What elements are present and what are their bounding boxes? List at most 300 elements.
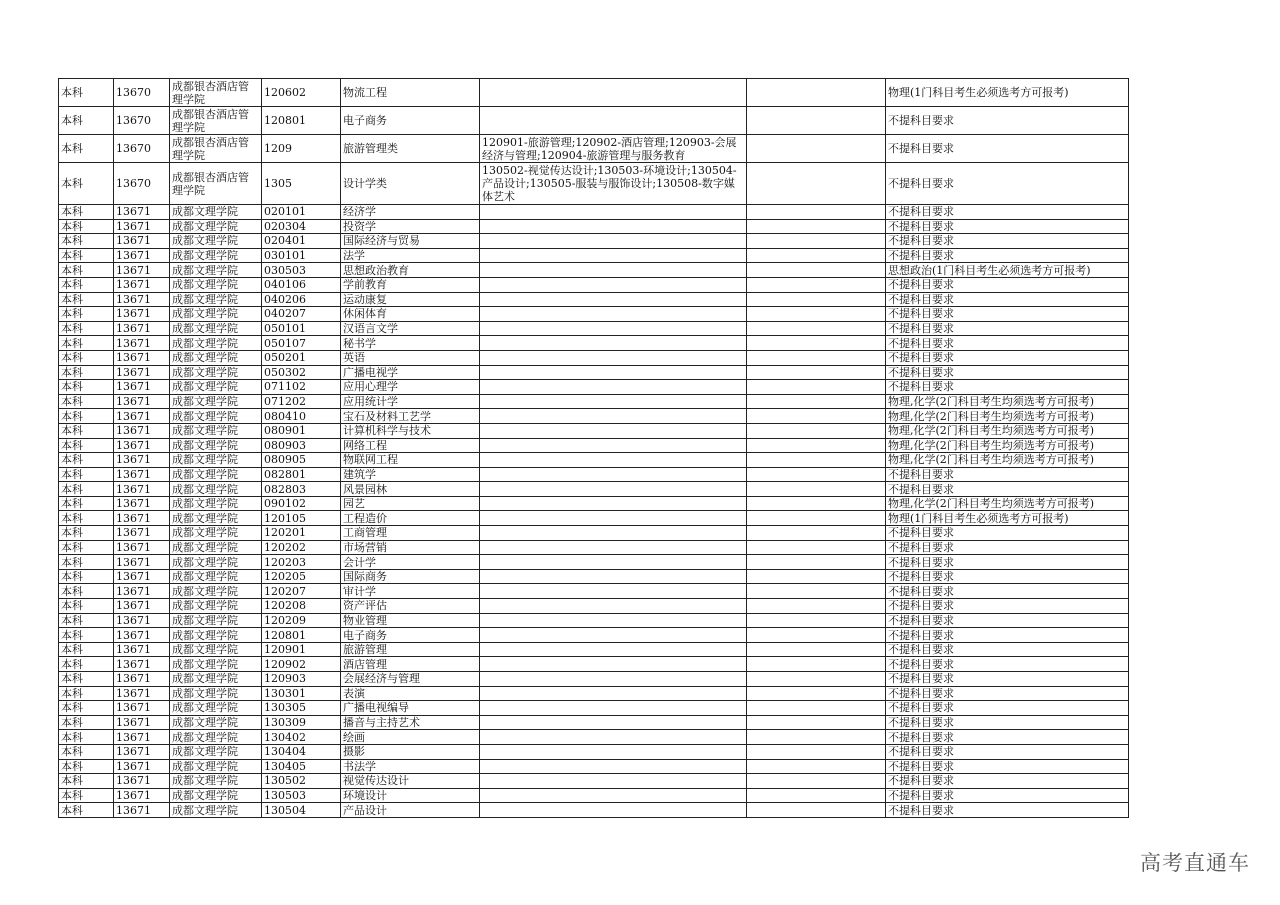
- school-code-cell: 13671: [114, 730, 170, 745]
- major-name-cell: 投资学: [341, 219, 480, 234]
- note-cell: [747, 292, 886, 307]
- table-row: [59, 79, 1129, 107]
- major-name-cell: 表演: [341, 686, 480, 701]
- school-code-cell: 13671: [114, 394, 170, 409]
- note-cell: [747, 482, 886, 497]
- major-code-cell: 050101: [262, 321, 341, 336]
- school-code-cell: 13670: [114, 163, 170, 205]
- table-row: [59, 423, 1129, 438]
- school-name-cell: 成都银杏酒店管理学院: [170, 107, 262, 135]
- school-code-cell: 13671: [114, 321, 170, 336]
- included-majors-cell: [480, 701, 747, 716]
- major-name-cell: 汉语言文学: [341, 321, 480, 336]
- subject-requirement-cell: 不提科目要求: [886, 277, 1129, 292]
- school-code-cell: 13671: [114, 307, 170, 322]
- level-cell: 本科: [59, 774, 114, 789]
- included-majors-cell: [480, 569, 747, 584]
- school-code-cell: 13671: [114, 803, 170, 818]
- major-code-cell: 080901: [262, 423, 341, 438]
- note-cell: [747, 336, 886, 351]
- school-name-cell: 成都文理学院: [170, 263, 262, 278]
- major-code-cell: 071202: [262, 394, 341, 409]
- major-name-cell: 产品设计: [341, 803, 480, 818]
- major-code-cell: 120801: [262, 628, 341, 643]
- table-row: [59, 759, 1129, 774]
- table-row: [59, 263, 1129, 278]
- note-cell: [747, 555, 886, 570]
- level-cell: 本科: [59, 234, 114, 249]
- subject-requirement-cell: 不提科目要求: [886, 657, 1129, 672]
- level-cell: 本科: [59, 438, 114, 453]
- school-name-cell: 成都文理学院: [170, 715, 262, 730]
- major-name-cell: 环境设计: [341, 788, 480, 803]
- subject-requirement-cell: 不提科目要求: [886, 163, 1129, 205]
- note-cell: [747, 394, 886, 409]
- note-cell: [747, 803, 886, 818]
- included-majors-cell: [480, 107, 747, 135]
- included-majors-cell: [480, 642, 747, 657]
- school-code-cell: 13671: [114, 350, 170, 365]
- level-cell: 本科: [59, 163, 114, 205]
- major-code-cell: 130301: [262, 686, 341, 701]
- included-majors-cell: [480, 234, 747, 249]
- included-majors-cell: [480, 336, 747, 351]
- major-name-cell: 应用统计学: [341, 394, 480, 409]
- subject-requirement-cell: 不提科目要求: [886, 730, 1129, 745]
- table-row: [59, 672, 1129, 687]
- major-name-cell: 宝石及材料工艺学: [341, 409, 480, 424]
- included-majors-cell: [480, 672, 747, 687]
- major-code-cell: 082801: [262, 467, 341, 482]
- major-name-cell: 应用心理学: [341, 380, 480, 395]
- major-name-cell: 资产评估: [341, 599, 480, 614]
- major-code-cell: 130309: [262, 715, 341, 730]
- level-cell: 本科: [59, 277, 114, 292]
- school-name-cell: 成都文理学院: [170, 453, 262, 468]
- major-name-cell: 物流工程: [341, 79, 480, 107]
- school-code-cell: 13671: [114, 715, 170, 730]
- subject-requirement-cell: 不提科目要求: [886, 774, 1129, 789]
- school-code-cell: 13670: [114, 107, 170, 135]
- subject-requirement-cell: 不提科目要求: [886, 540, 1129, 555]
- table-row: [59, 482, 1129, 497]
- level-cell: 本科: [59, 350, 114, 365]
- subject-requirement-cell: 物理,化学(2门科目考生均须选考方可报考): [886, 394, 1129, 409]
- major-code-cell: 130503: [262, 788, 341, 803]
- major-name-cell: 休闲体育: [341, 307, 480, 322]
- major-name-cell: 酒店管理: [341, 657, 480, 672]
- note-cell: [747, 438, 886, 453]
- level-cell: 本科: [59, 321, 114, 336]
- school-code-cell: 13671: [114, 365, 170, 380]
- note-cell: [747, 584, 886, 599]
- major-code-cell: 120901: [262, 642, 341, 657]
- school-code-cell: 13671: [114, 774, 170, 789]
- table-row: [59, 307, 1129, 322]
- table-row: [59, 788, 1129, 803]
- major-code-cell: 090102: [262, 496, 341, 511]
- major-code-cell: 050201: [262, 350, 341, 365]
- table-row: [59, 642, 1129, 657]
- included-majors-cell: [480, 803, 747, 818]
- included-majors-cell: [480, 584, 747, 599]
- school-code-cell: 13671: [114, 496, 170, 511]
- school-name-cell: 成都文理学院: [170, 672, 262, 687]
- school-code-cell: 13671: [114, 380, 170, 395]
- school-name-cell: 成都文理学院: [170, 248, 262, 263]
- note-cell: [747, 79, 886, 107]
- school-code-cell: 13671: [114, 686, 170, 701]
- included-majors-cell: [480, 438, 747, 453]
- school-code-cell: 13671: [114, 657, 170, 672]
- school-name-cell: 成都文理学院: [170, 350, 262, 365]
- major-name-cell: 建筑学: [341, 467, 480, 482]
- school-name-cell: 成都文理学院: [170, 292, 262, 307]
- major-code-cell: 040206: [262, 292, 341, 307]
- level-cell: 本科: [59, 380, 114, 395]
- school-code-cell: 13671: [114, 205, 170, 220]
- note-cell: [747, 642, 886, 657]
- included-majors-cell: [480, 263, 747, 278]
- major-code-cell: 020304: [262, 219, 341, 234]
- table-row: [59, 219, 1129, 234]
- major-code-cell: 020401: [262, 234, 341, 249]
- level-cell: 本科: [59, 394, 114, 409]
- table-row: [59, 438, 1129, 453]
- subject-requirement-cell: 物理(1门科目考生必须选考方可报考): [886, 79, 1129, 107]
- school-code-cell: 13671: [114, 482, 170, 497]
- table-row: [59, 774, 1129, 789]
- included-majors-cell: [480, 482, 747, 497]
- note-cell: [747, 672, 886, 687]
- school-code-cell: 13671: [114, 701, 170, 716]
- note-cell: [747, 496, 886, 511]
- major-code-cell: 1305: [262, 163, 341, 205]
- major-code-cell: 020101: [262, 205, 341, 220]
- included-majors-cell: [480, 540, 747, 555]
- subject-requirement-cell: 不提科目要求: [886, 613, 1129, 628]
- included-majors-cell: [480, 511, 747, 526]
- subject-requirement-cell: 不提科目要求: [886, 482, 1129, 497]
- school-name-cell: 成都文理学院: [170, 701, 262, 716]
- level-cell: 本科: [59, 803, 114, 818]
- table-row: [59, 107, 1129, 135]
- level-cell: 本科: [59, 107, 114, 135]
- subject-requirement-cell: 不提科目要求: [886, 672, 1129, 687]
- level-cell: 本科: [59, 409, 114, 424]
- included-majors-cell: [480, 555, 747, 570]
- major-name-cell: 市场营销: [341, 540, 480, 555]
- table-row: [59, 511, 1129, 526]
- major-code-cell: 080903: [262, 438, 341, 453]
- note-cell: [747, 107, 886, 135]
- major-code-cell: 082803: [262, 482, 341, 497]
- included-majors-cell: [480, 219, 747, 234]
- subject-requirement-cell: 不提科目要求: [886, 307, 1129, 322]
- level-cell: 本科: [59, 219, 114, 234]
- school-name-cell: 成都文理学院: [170, 409, 262, 424]
- subject-requirement-cell: 不提科目要求: [886, 321, 1129, 336]
- major-code-cell: 120902: [262, 657, 341, 672]
- school-name-cell: 成都文理学院: [170, 599, 262, 614]
- included-majors-cell: [480, 686, 747, 701]
- school-code-cell: 13671: [114, 788, 170, 803]
- note-cell: [747, 628, 886, 643]
- level-cell: 本科: [59, 715, 114, 730]
- major-code-cell: 080905: [262, 453, 341, 468]
- note-cell: [747, 277, 886, 292]
- table-row: [59, 599, 1129, 614]
- school-name-cell: 成都文理学院: [170, 569, 262, 584]
- school-code-cell: 13671: [114, 628, 170, 643]
- level-cell: 本科: [59, 307, 114, 322]
- note-cell: [747, 234, 886, 249]
- table-row: [59, 163, 1129, 205]
- major-name-cell: 国际商务: [341, 569, 480, 584]
- note-cell: [747, 453, 886, 468]
- table-row: [59, 496, 1129, 511]
- major-name-cell: 书法学: [341, 759, 480, 774]
- subject-requirement-cell: 不提科目要求: [886, 205, 1129, 220]
- major-name-cell: 英语: [341, 350, 480, 365]
- table-row: [59, 409, 1129, 424]
- level-cell: 本科: [59, 526, 114, 541]
- subject-requirement-cell: 不提科目要求: [886, 526, 1129, 541]
- school-name-cell: 成都文理学院: [170, 496, 262, 511]
- level-cell: 本科: [59, 248, 114, 263]
- major-name-cell: 视觉传达设计: [341, 774, 480, 789]
- level-cell: 本科: [59, 453, 114, 468]
- included-majors-cell: [480, 657, 747, 672]
- note-cell: [747, 715, 886, 730]
- level-cell: 本科: [59, 79, 114, 107]
- included-majors-cell: [480, 248, 747, 263]
- subject-requirement-cell: 物理,化学(2门科目考生均须选考方可报考): [886, 438, 1129, 453]
- included-majors-cell: [480, 307, 747, 322]
- major-name-cell: 园艺: [341, 496, 480, 511]
- major-code-cell: 120602: [262, 79, 341, 107]
- level-cell: 本科: [59, 135, 114, 163]
- included-majors-cell: [480, 599, 747, 614]
- level-cell: 本科: [59, 482, 114, 497]
- major-name-cell: 审计学: [341, 584, 480, 599]
- included-majors-cell: [480, 467, 747, 482]
- school-name-cell: 成都文理学院: [170, 423, 262, 438]
- note-cell: [747, 409, 886, 424]
- school-code-cell: 13671: [114, 248, 170, 263]
- school-name-cell: 成都文理学院: [170, 205, 262, 220]
- included-majors-cell: [480, 613, 747, 628]
- school-name-cell: 成都文理学院: [170, 540, 262, 555]
- major-code-cell: 130405: [262, 759, 341, 774]
- level-cell: 本科: [59, 511, 114, 526]
- major-name-cell: 广播电视编导: [341, 701, 480, 716]
- major-code-cell: 120205: [262, 569, 341, 584]
- school-name-cell: 成都银杏酒店管理学院: [170, 135, 262, 163]
- major-code-cell: 130402: [262, 730, 341, 745]
- subject-requirement-cell: 不提科目要求: [886, 350, 1129, 365]
- level-cell: 本科: [59, 628, 114, 643]
- school-code-cell: 13671: [114, 219, 170, 234]
- school-name-cell: 成都文理学院: [170, 774, 262, 789]
- table-row: [59, 135, 1129, 163]
- subject-requirement-cell: 不提科目要求: [886, 219, 1129, 234]
- note-cell: [747, 569, 886, 584]
- note-cell: [747, 467, 886, 482]
- subject-requirement-cell: 思想政治(1门科目考生必须选考方可报考): [886, 263, 1129, 278]
- included-majors-cell: [480, 774, 747, 789]
- major-code-cell: 120201: [262, 526, 341, 541]
- table-row: [59, 277, 1129, 292]
- subject-requirement-cell: 物理,化学(2门科目考生均须选考方可报考): [886, 423, 1129, 438]
- school-name-cell: 成都文理学院: [170, 555, 262, 570]
- note-cell: [747, 613, 886, 628]
- included-majors-cell: [480, 409, 747, 424]
- subject-requirement-cell: 不提科目要求: [886, 248, 1129, 263]
- major-code-cell: 130305: [262, 701, 341, 716]
- school-name-cell: 成都文理学院: [170, 365, 262, 380]
- table-row: [59, 526, 1129, 541]
- major-name-cell: 广播电视学: [341, 365, 480, 380]
- major-name-cell: 电子商务: [341, 107, 480, 135]
- major-code-cell: 120209: [262, 613, 341, 628]
- major-name-cell: 会展经济与管理: [341, 672, 480, 687]
- subject-requirement-cell: 不提科目要求: [886, 642, 1129, 657]
- note-cell: [747, 248, 886, 263]
- level-cell: 本科: [59, 496, 114, 511]
- table-row: [59, 205, 1129, 220]
- major-name-cell: 绘画: [341, 730, 480, 745]
- level-cell: 本科: [59, 423, 114, 438]
- major-name-cell: 风景园林: [341, 482, 480, 497]
- table-row: [59, 744, 1129, 759]
- table-row: [59, 453, 1129, 468]
- table-row: [59, 584, 1129, 599]
- note-cell: [747, 263, 886, 278]
- note-cell: [747, 219, 886, 234]
- subject-requirement-cell: 不提科目要求: [886, 686, 1129, 701]
- table-row: [59, 365, 1129, 380]
- subject-requirement-cell: 不提科目要求: [886, 107, 1129, 135]
- table-row: [59, 628, 1129, 643]
- level-cell: 本科: [59, 599, 114, 614]
- subject-requirement-cell: 不提科目要求: [886, 292, 1129, 307]
- major-name-cell: 物联网工程: [341, 453, 480, 468]
- subject-requirement-cell: 物理,化学(2门科目考生均须选考方可报考): [886, 496, 1129, 511]
- table-row: [59, 336, 1129, 351]
- note-cell: [747, 730, 886, 745]
- level-cell: 本科: [59, 686, 114, 701]
- note-cell: [747, 350, 886, 365]
- school-name-cell: 成都银杏酒店管理学院: [170, 79, 262, 107]
- school-code-cell: 13671: [114, 409, 170, 424]
- major-name-cell: 网络工程: [341, 438, 480, 453]
- school-name-cell: 成都银杏酒店管理学院: [170, 163, 262, 205]
- included-majors-cell: [480, 526, 747, 541]
- note-cell: [747, 701, 886, 716]
- major-name-cell: 经济学: [341, 205, 480, 220]
- major-name-cell: 播音与主持艺术: [341, 715, 480, 730]
- included-majors-cell: [480, 730, 747, 745]
- school-code-cell: 13671: [114, 467, 170, 482]
- table-row: [59, 715, 1129, 730]
- level-cell: 本科: [59, 205, 114, 220]
- school-code-cell: 13671: [114, 263, 170, 278]
- level-cell: 本科: [59, 672, 114, 687]
- school-name-cell: 成都文理学院: [170, 511, 262, 526]
- level-cell: 本科: [59, 730, 114, 745]
- table-row: [59, 380, 1129, 395]
- included-majors-cell: [480, 350, 747, 365]
- major-name-cell: 秘书学: [341, 336, 480, 351]
- note-cell: [747, 759, 886, 774]
- subject-requirement-cell: 不提科目要求: [886, 788, 1129, 803]
- school-code-cell: 13671: [114, 555, 170, 570]
- note-cell: [747, 599, 886, 614]
- school-code-cell: 13671: [114, 642, 170, 657]
- included-majors-cell: [480, 759, 747, 774]
- school-name-cell: 成都文理学院: [170, 642, 262, 657]
- subject-requirement-cell: 不提科目要求: [886, 759, 1129, 774]
- school-name-cell: 成都文理学院: [170, 526, 262, 541]
- major-code-cell: 120207: [262, 584, 341, 599]
- table-row: [59, 657, 1129, 672]
- note-cell: [747, 686, 886, 701]
- subject-requirement-cell: 不提科目要求: [886, 135, 1129, 163]
- major-code-cell: 080410: [262, 409, 341, 424]
- level-cell: 本科: [59, 263, 114, 278]
- table-row: [59, 613, 1129, 628]
- note-cell: [747, 307, 886, 322]
- school-code-cell: 13671: [114, 292, 170, 307]
- major-name-cell: 国际经济与贸易: [341, 234, 480, 249]
- subject-requirement-cell: 物理,化学(2门科目考生均须选考方可报考): [886, 409, 1129, 424]
- major-code-cell: 030503: [262, 263, 341, 278]
- included-majors-cell: [480, 628, 747, 643]
- level-cell: 本科: [59, 701, 114, 716]
- note-cell: [747, 423, 886, 438]
- subject-requirement-cell: 不提科目要求: [886, 715, 1129, 730]
- school-name-cell: 成都文理学院: [170, 380, 262, 395]
- school-name-cell: 成都文理学院: [170, 584, 262, 599]
- major-code-cell: 120903: [262, 672, 341, 687]
- school-name-cell: 成都文理学院: [170, 336, 262, 351]
- table-row: [59, 730, 1129, 745]
- included-majors-cell: [480, 744, 747, 759]
- school-code-cell: 13671: [114, 423, 170, 438]
- subject-requirement-cell: 不提科目要求: [886, 234, 1129, 249]
- subject-requirement-cell: 不提科目要求: [886, 336, 1129, 351]
- note-cell: [747, 788, 886, 803]
- table-row: [59, 234, 1129, 249]
- subject-requirement-cell: 不提科目要求: [886, 744, 1129, 759]
- table-row: [59, 292, 1129, 307]
- major-code-cell: 030101: [262, 248, 341, 263]
- major-name-cell: 会计学: [341, 555, 480, 570]
- school-code-cell: 13671: [114, 526, 170, 541]
- major-name-cell: 计算机科学与技术: [341, 423, 480, 438]
- major-name-cell: 思想政治教育: [341, 263, 480, 278]
- included-majors-cell: 120901-旅游管理;120902-酒店管理;120903-会展经济与管理;120904-旅游管理与服务教育: [480, 135, 747, 163]
- major-name-cell: 工商管理: [341, 526, 480, 541]
- note-cell: [747, 135, 886, 163]
- school-name-cell: 成都文理学院: [170, 744, 262, 759]
- major-code-cell: 120105: [262, 511, 341, 526]
- included-majors-cell: [480, 788, 747, 803]
- major-code-cell: 130504: [262, 803, 341, 818]
- school-name-cell: 成都文理学院: [170, 803, 262, 818]
- included-majors-cell: [480, 496, 747, 511]
